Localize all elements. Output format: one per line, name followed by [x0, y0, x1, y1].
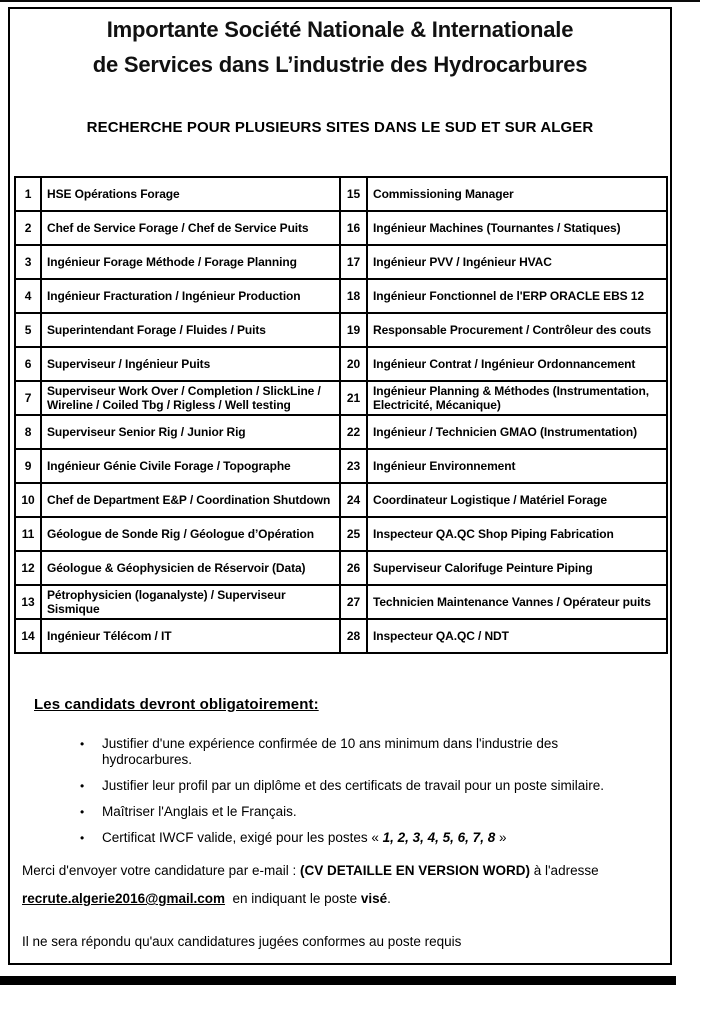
position-title-cell: Ingénieur Machines (Tournantes / Statiques)	[367, 211, 667, 245]
table-row	[15, 279, 667, 313]
requirement-item	[80, 736, 640, 768]
position-number-cell: 25	[340, 517, 367, 551]
positions-table-body	[15, 177, 667, 653]
position-title-cell: Technicien Maintenance Vannes / Opérateur puits	[367, 585, 667, 619]
position-title-cell: Responsable Procurement / Contrôleur des couts	[367, 313, 667, 347]
table-row	[15, 517, 667, 551]
table-row	[15, 619, 667, 653]
position-number-cell: 28	[340, 619, 367, 653]
position-number-cell: 6	[15, 347, 41, 381]
requirements-heading: Les candidats devront obligatoirement:	[34, 696, 319, 713]
contact-instructions-line2	[22, 890, 662, 907]
position-number-cell: 22	[340, 415, 367, 449]
position-number-cell: 27	[340, 585, 367, 619]
position-number-cell: 10	[15, 483, 41, 517]
position-title-cell: Ingénieur Télécom / IT	[41, 619, 340, 653]
document-subtitle: RECHERCHE POUR PLUSIEURS SITES DANS LE SUD ET SUR ALGER	[86, 119, 594, 136]
table-row	[15, 245, 667, 279]
position-number-cell: 2	[15, 211, 41, 245]
position-title-cell: Géologue de Sonde Rig / Géologue d’Opération	[41, 517, 340, 551]
table-row	[15, 177, 667, 211]
position-title-cell: Ingénieur Environnement	[367, 449, 667, 483]
position-title-cell: Superviseur Calorifuge Peinture Piping	[367, 551, 667, 585]
position-title-cell: Chef de Department E&P / Coordination Shutdown	[41, 483, 340, 517]
document-title-line1: Importante Société Nationale & Internationale	[106, 17, 574, 42]
position-number-cell: 23	[340, 449, 367, 483]
table-row	[15, 415, 667, 449]
position-title-cell: Ingénieur Génie Civile Forage / Topographe	[41, 449, 340, 483]
table-row	[15, 211, 667, 245]
position-title-cell: Commissioning Manager	[367, 177, 667, 211]
table-row	[15, 381, 667, 415]
requirement-text-prefix: Certificat IWCF valide, exigé pour les postes «	[102, 830, 383, 845]
position-number-cell: 19	[340, 313, 367, 347]
position-title-cell: Superviseur / Ingénieur Puits	[41, 347, 340, 381]
table-row	[15, 483, 667, 517]
requirement-text: Maîtriser l'Anglais et le Français.	[102, 804, 297, 819]
position-title-cell: Ingénieur Fonctionnel de l'ERP ORACLE EBS 12	[367, 279, 667, 313]
requirement-text	[102, 830, 622, 846]
bottom-scan-bar	[0, 976, 676, 985]
contact-email: recrute.algerie2016@gmail.com	[22, 891, 226, 906]
position-title-cell: Inspecteur QA.QC / NDT	[367, 619, 667, 653]
position-title-cell: Ingénieur Planning & Méthodes (Instrumentation, Electricité, Mécanique)	[367, 381, 667, 415]
position-number-cell: 20	[340, 347, 367, 381]
contact-text: .	[387, 891, 391, 906]
requirement-posts-numbers: 1, 2, 3, 4, 5, 6, 7, 8	[382, 830, 496, 845]
requirement-item	[80, 778, 640, 794]
position-number-cell: 17	[340, 245, 367, 279]
positions-table	[14, 176, 668, 654]
bullet-icon: •	[80, 831, 85, 845]
position-title-cell: Ingénieur Forage Méthode / Forage Planning	[41, 245, 340, 279]
position-number-cell: 7	[15, 381, 41, 415]
position-number-cell: 4	[15, 279, 41, 313]
requirement-text-suffix: »	[495, 830, 507, 845]
position-number-cell: 21	[340, 381, 367, 415]
position-number-cell: 8	[15, 415, 41, 449]
contact-instructions-line1	[22, 862, 662, 879]
contact-text: Merci d'envoyer votre candidature par e-mail :	[22, 863, 300, 878]
position-title-cell: Superviseur Senior Rig / Junior Rig	[41, 415, 340, 449]
position-title-cell: Superintendant Forage / Fluides / Puits	[41, 313, 340, 347]
position-number-cell: 3	[15, 245, 41, 279]
bullet-icon: •	[80, 737, 85, 751]
requirement-text: Justifier leur profil par un diplôme et des certificats de travail pour un poste similaire.	[102, 778, 604, 793]
position-number-cell: 26	[340, 551, 367, 585]
document-title-line2: de Services dans L’industrie des Hydrocarbures	[92, 52, 588, 77]
table-row	[15, 313, 667, 347]
position-number-cell: 12	[15, 551, 41, 585]
position-number-cell: 13	[15, 585, 41, 619]
position-title-cell: HSE Opérations Forage	[41, 177, 340, 211]
position-number-cell: 18	[340, 279, 367, 313]
scan-edge-artifact	[0, 0, 700, 2]
position-number-cell: 9	[15, 449, 41, 483]
bullet-icon: •	[80, 779, 85, 793]
contact-text: en indiquant le poste	[225, 891, 361, 906]
position-title-cell: Géologue & Géophysicien de Réservoir (Data)	[41, 551, 340, 585]
position-title-cell: Inspecteur QA.QC Shop Piping Fabrication	[367, 517, 667, 551]
position-title-cell: Ingénieur Contrat / Ingénieur Ordonnancement	[367, 347, 667, 381]
position-number-cell: 16	[340, 211, 367, 245]
position-number-cell: 11	[15, 517, 41, 551]
position-title-cell: Pétrophysicien (loganalyste) / Superviseur Sismique	[41, 585, 340, 619]
position-number-cell: 15	[340, 177, 367, 211]
requirement-item	[80, 804, 640, 820]
footer-note: Il ne sera répondu qu'aux candidatures jugées conformes au poste requis	[22, 934, 462, 949]
table-row	[15, 551, 667, 585]
position-number-cell: 14	[15, 619, 41, 653]
contact-text-bold: visé	[360, 891, 388, 906]
position-title-cell: Ingénieur Fracturation / Ingénieur Production	[41, 279, 340, 313]
requirement-text: Justifier d'une expérience confirmée de 10 ans minimum dans l'industrie des hydrocarbures.	[102, 736, 559, 767]
table-row	[15, 585, 667, 619]
cv-format-note: (CV DETAILLE EN VERSION WORD)	[299, 863, 530, 878]
position-number-cell: 1	[15, 177, 41, 211]
requirement-item	[80, 830, 640, 846]
requirements-list	[80, 736, 640, 856]
position-title-cell: Coordinateur Logistique / Matériel Forage	[367, 483, 667, 517]
table-row	[15, 449, 667, 483]
position-number-cell: 5	[15, 313, 41, 347]
bullet-icon: •	[80, 805, 85, 819]
contact-text: à l'adresse	[529, 863, 599, 878]
position-title-cell: Superviseur Work Over / Completion / SlickLine / Wireline / Coiled Tbg / Rigless / Well testing	[41, 381, 340, 415]
position-title-cell: Ingénieur PVV / Ingénieur HVAC	[367, 245, 667, 279]
position-number-cell: 24	[340, 483, 367, 517]
table-row	[15, 347, 667, 381]
position-title-cell: Chef de Service Forage / Chef de Service Puits	[41, 211, 340, 245]
position-title-cell: Ingénieur / Technicien GMAO (Instrumentation)	[367, 415, 667, 449]
